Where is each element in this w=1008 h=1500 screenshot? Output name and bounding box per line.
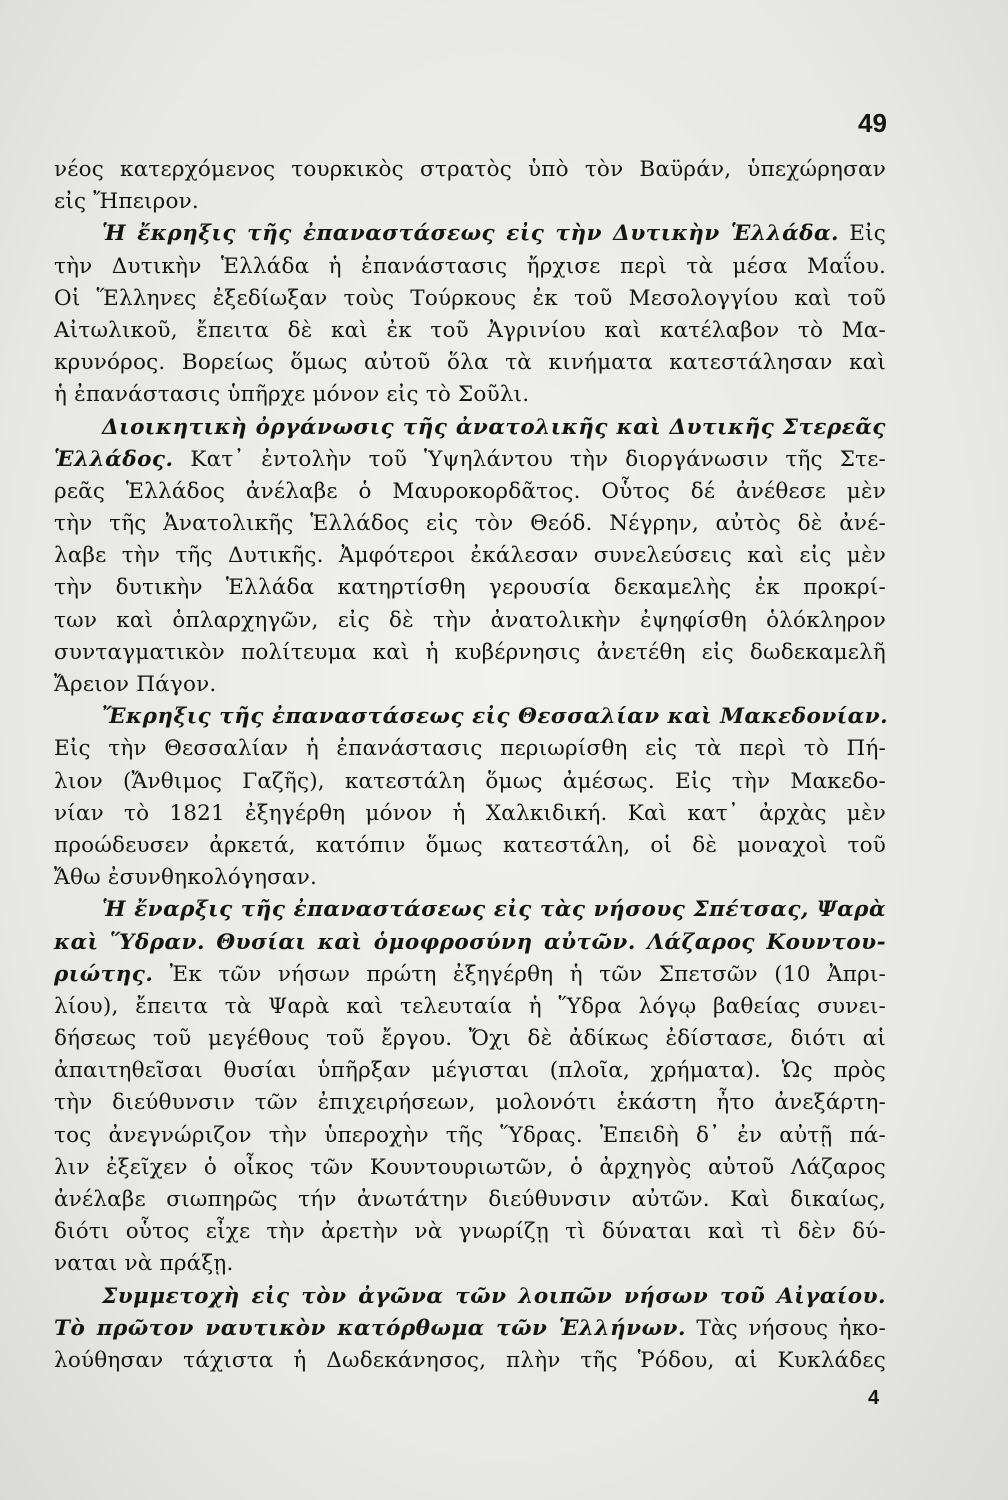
text-line: [54, 154, 886, 186]
paragraph-text: Αἰτωλικοῦ, ἔπειτα δὲ καὶ ἐκ τοῦ Ἀγρινίου καὶ κατέλαβον τὸ Μα-: [54, 317, 886, 343]
text-line: [54, 798, 886, 830]
section-heading-text: Ἔκρηξις τῆς ἐπαναστάσεως εἰς Θεσσαλίαν καὶ Μακεδονίαν.: [102, 704, 889, 730]
section-heading-text: Ἑλλάδος.: [54, 446, 174, 472]
text-line: [54, 1120, 886, 1152]
paragraph-text: λαβε τὴν τῆς Δυτικῆς. Ἀμφότεροι ἐκάλεσαν συνελεύσεις καὶ εἰς μὲν: [54, 543, 886, 569]
page-number: 49: [858, 108, 887, 138]
section-heading-text: ριώτης.: [54, 961, 154, 987]
text-line: [54, 218, 886, 250]
text-line: [54, 1313, 886, 1345]
paragraph-text: Ἄθω ἐσυνθηκολόγησαν.: [54, 865, 318, 891]
paragraph-text: νίαν τὸ 1821 ἐξηγέρθη μόνον ἡ Χαλκιδική. Καὶ κατ᾽ ἀρχὰς μὲν: [54, 800, 886, 826]
text-line: [54, 637, 886, 669]
paragraph-text: τὴν Δυτικὴν Ἑλλάδα ἡ ἐπανάστασις ἤρχισε περὶ τὰ μέσα Μαΐου.: [54, 253, 886, 279]
text-line: [54, 927, 886, 959]
text-line: [54, 283, 886, 315]
text-line: [54, 1248, 886, 1280]
text-line: [54, 959, 886, 991]
text-line: [54, 605, 886, 637]
text-line: [54, 1345, 886, 1377]
paragraph-text: λούθησαν τάχιστα ἡ Δωδεκάνησος, πλὴν τῆς Ῥόδου, αἱ Κυκλάδες: [54, 1347, 886, 1373]
text-line: [54, 862, 886, 894]
text-line: [54, 1087, 886, 1119]
text-line: [54, 733, 886, 765]
text-line: [54, 508, 886, 540]
paragraph-text: Οἱ Ἕλληνες ἐξεδίωξαν τοὺς Τούρκους ἐκ τοῦ Μεσολογγίου καὶ τοῦ: [54, 285, 886, 311]
paragraph-text: ἀνέλαβε σιωπηρῶς τήν ἀνωτάτην διεύθυνσιν αὐτῶν. Καὶ δικαίως,: [54, 1187, 886, 1212]
paragraph-text: διότι οὗτος εἶχε τὴν ἀρετὴν νὰ γνωρίζῃ τὶ δύναται καὶ τὶ δὲν δύ-: [54, 1219, 886, 1245]
text-line: [54, 1216, 886, 1248]
paragraph-text: Ἄρειον Πάγον.: [54, 672, 217, 697]
section-heading-text: Συμμετοχὴ εἰς τὸν ἀγῶνα τῶν λοιπῶν νήσων τοῦ Αἰγαίου.: [102, 1283, 886, 1309]
paragraph-text: τος ἀνεγνώριζον τὴν ὑπεροχὴν τῆς Ὕδρας. Ἐπειδὴ δ᾽ ἐν αὐτῇ πά-: [54, 1122, 886, 1148]
section-heading-text: Ἡ ἔκρηξις τῆς ἐπαναστάσεως εἰς τὴν Δυτικὴν Ἑλλάδα.: [102, 221, 840, 247]
paragraph-text: νέος κατερχόμενος τουρκικὸς στρατὸς ὑπὸ τὸν Βαϋράν, ὑπεχώρησαν: [54, 157, 886, 182]
text-line: [54, 766, 886, 798]
text-line: [54, 315, 886, 347]
text-line: [54, 669, 886, 701]
text-line: [54, 540, 886, 572]
text-line: [54, 991, 886, 1023]
text-line: [54, 701, 889, 733]
paragraph-text: τὴν διεύθυνσιν τῶν ἐπιχειρήσεων, μολονότι ἑκάστη ἦτο ἀνεξάρτη-: [54, 1090, 886, 1116]
paragraph-text: Ἐκ τῶν νήσων πρώτη ἐξηγέρθη ἡ τῶν Σπετσῶν (10 Ἀπρι-: [153, 961, 886, 987]
paragraph-text: Κατ᾽ ἐντολὴν τοῦ Ὑψηλάντου τὴν διοργάνωσιν τῆς Στε-: [173, 446, 886, 472]
text-line: [54, 894, 886, 926]
paragraph-text: Εἰς τὴν Θεσσαλίαν ἡ ἐπανάστασις περιωρίσθη εἰς τὰ περὶ τὸ Πή-: [54, 736, 886, 762]
section-heading-text: Διοικητικὴ ὀργάνωσις τῆς ἀνατολικῆς καὶ Δυτικῆς Στερεᾶς: [102, 414, 886, 440]
paragraph-text: λιον (Ἄνθιμος Γαζῆς), κατεστάλη ὅμως ἀμέσως. Εἰς τὴν Μακεδο-: [54, 768, 886, 794]
paragraph-text: τὴν δυτικὴν Ἑλλάδα κατηρτίσθη γερουσία δεκαμελὴς ἐκ προκρί-: [54, 575, 886, 601]
paragraph-text: ναται νὰ πράξῃ.: [54, 1251, 234, 1277]
paragraph-text: τὴν τῆς Ἀνατολικῆς Ἑλλάδος εἰς τὸν Θεόδ. Νέγρην, αὐτὸς δὲ ἀνέ-: [54, 511, 886, 537]
text-line: [54, 379, 886, 411]
text-line: [54, 251, 886, 283]
text-line: [54, 1023, 886, 1055]
text-line: [54, 186, 886, 218]
text-line: [54, 830, 886, 862]
text-line: [54, 1281, 886, 1313]
paragraph-text: Τὰς νήσους ἠκο-: [685, 1315, 886, 1341]
paragraph-text: ἀπαιτηθεῖσαι θυσίαι ὑπῆρξαν μέγισται (πλοῖα, χρήματα). Ὡς πρὸς: [54, 1058, 886, 1084]
paragraph-text: ἡ ἐπανάστασις ὑπῆρχε μόνον εἰς τὸ Σοῦλι.: [54, 382, 530, 408]
text-line: [54, 444, 886, 476]
text-line: [54, 347, 886, 379]
section-heading-text: Ἡ ἔναρξις τῆς ἐπαναστάσεως εἰς τὰς νήσους Σπέτσας, Ψαρὰ: [102, 897, 886, 923]
paragraph-text: Εἰς: [839, 221, 886, 247]
text-line: [54, 572, 886, 604]
section-heading-text: Τὸ πρῶτον ναυτικὸν κατόρθωμα τῶν Ἑλλήνων.: [54, 1315, 686, 1341]
text-line: [54, 476, 886, 508]
paragraph-text: των καὶ ὁπλαρχηγῶν, εἰς δὲ τὴν ἀνατολικὴν ἐψηφίσθη ὁλόκληρον: [54, 607, 886, 633]
text-line: [54, 412, 886, 444]
paragraph-text: προώδευσεν ἀρκετά, κατόπιν ὅμως κατεστάλη, οἱ δὲ μοναχοὶ τοῦ: [54, 832, 886, 858]
paragraph-text: εἰς Ἤπειρον.: [54, 189, 199, 215]
paragraph-text: συνταγματικὸν πολίτευμα καὶ ἡ κυβέρνησις ἀνετέθη εἰς δωδεκαμελῆ: [54, 639, 886, 665]
text-line: [54, 1055, 886, 1087]
printer-signature-mark: 4: [868, 1387, 880, 1409]
section-heading-text: καὶ Ὕδραν. Θυσίαι καὶ ὁμοφροσύνη αὐτῶν. Λάζαρος Κουντου-: [54, 929, 886, 955]
text-line: [54, 1152, 886, 1184]
paragraph-text: δήσεως τοῦ μεγέθους τοῦ ἔργου. Ὄχι δὲ ἀδίκως ἐδίστασε, διότι αἱ: [54, 1026, 886, 1052]
paragraph-text: λιν ἐξεῖχεν ὁ οἶκος τῶν Κουντουριωτῶν, ὁ ἀρχηγὸς αὐτοῦ Λάζαρος: [54, 1154, 886, 1180]
paragraph-text: ρεᾶς Ἑλλάδος ἀνέλαβε ὁ Μαυροκορδᾶτος. Οὗτος δέ ἀνέθεσε μὲν: [54, 478, 886, 504]
paragraph-text: λίου), ἔπειτα τὰ Ψαρὰ καὶ τελευταία ἡ Ὕδρα λόγῳ βαθείας συνει-: [54, 993, 886, 1019]
text-line: [54, 1184, 886, 1216]
body-text: [54, 154, 889, 1377]
paragraph-text: κρυνόρος. Βορείως ὅμως αὐτοῦ ὅλα τὰ κινήματα κατεστάλησαν καὶ: [54, 350, 886, 376]
